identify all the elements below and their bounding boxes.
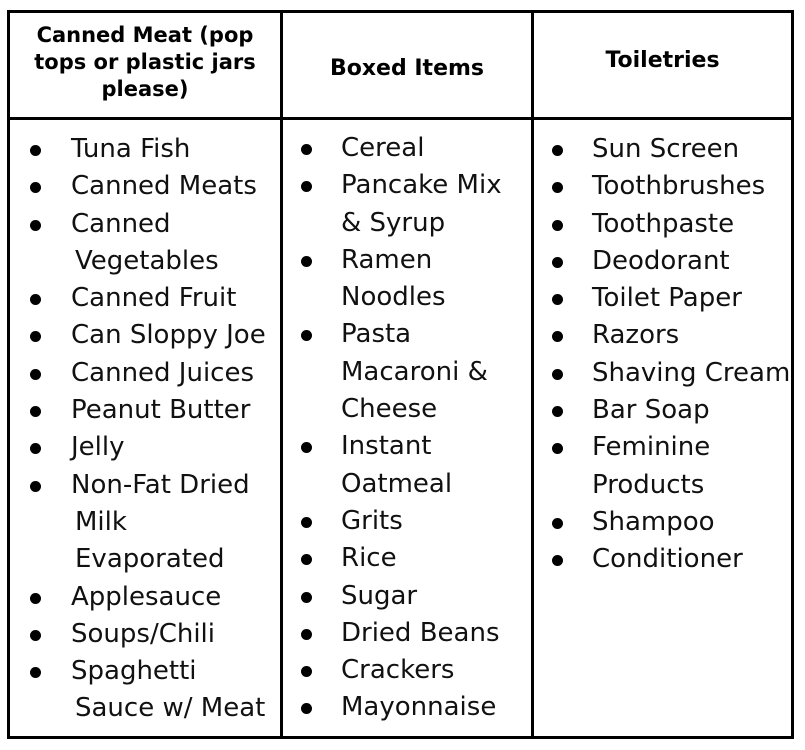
list-item xyxy=(30,616,266,653)
item-label-continued: Vegetables xyxy=(75,245,219,276)
header-toiletries-text: Toiletries xyxy=(605,47,720,73)
item-label: Canned Fruit xyxy=(71,283,237,314)
list-item xyxy=(552,504,790,541)
list-item xyxy=(552,429,790,504)
list-item xyxy=(552,243,790,280)
header-canned-meat-text: Canned Meat (pop tops or plastic jars please) xyxy=(34,22,256,101)
item-label: Shaving Cream xyxy=(592,357,791,388)
bullet-icon xyxy=(30,294,41,305)
bullet-icon xyxy=(30,630,41,641)
bullet-icon xyxy=(552,369,563,380)
bullet-icon xyxy=(301,442,312,453)
item-label: Ramen xyxy=(341,244,433,275)
list-item xyxy=(301,615,502,652)
toiletries-cell xyxy=(534,120,791,736)
bullet-icon xyxy=(552,145,563,156)
item-label-continued: Macaroni & xyxy=(341,356,488,387)
item-label: Jelly xyxy=(71,432,125,463)
item-label: Instant xyxy=(341,431,432,462)
bullet-icon xyxy=(552,257,563,268)
item-label: Mayonnaise xyxy=(341,692,497,723)
item-label: Pasta xyxy=(341,319,412,350)
list-item xyxy=(30,579,266,616)
item-label: Canned Juices xyxy=(71,357,255,388)
bullet-icon xyxy=(30,481,41,492)
item-label: Toothbrushes xyxy=(592,171,766,202)
item-label-continued: Cheese xyxy=(341,394,438,425)
item-label: Deodorant xyxy=(592,245,730,276)
item-label-continued: Sauce w/ Meat xyxy=(75,693,266,724)
bullet-icon xyxy=(301,629,312,640)
list-item xyxy=(552,131,790,168)
item-label: Grits xyxy=(341,505,403,536)
item-label: Shampoo xyxy=(592,506,715,537)
header-toiletries xyxy=(534,13,791,120)
list-item xyxy=(301,428,502,503)
list-item xyxy=(30,467,266,579)
list-item xyxy=(301,540,502,577)
bullet-icon xyxy=(301,256,312,267)
bullet-icon xyxy=(552,443,563,454)
list-item xyxy=(301,503,502,540)
list-item xyxy=(30,653,266,728)
list-item xyxy=(301,242,502,317)
bullet-icon xyxy=(30,369,41,380)
item-label-continued: Evaporated xyxy=(75,544,225,575)
bullet-icon xyxy=(301,181,312,192)
list-item xyxy=(30,392,266,429)
bullet-icon xyxy=(301,592,312,603)
bullet-icon xyxy=(552,294,563,305)
item-label: Cereal xyxy=(341,133,425,163)
list-item xyxy=(552,206,790,243)
list-item xyxy=(552,392,790,429)
bullet-icon xyxy=(30,145,41,156)
item-label: Canned Meats xyxy=(71,171,257,202)
donation-items-table xyxy=(7,10,794,739)
bullet-icon xyxy=(301,554,312,565)
list-item xyxy=(301,652,502,689)
item-label: Spaghetti xyxy=(71,656,197,687)
item-label: Pancake Mix xyxy=(341,170,502,201)
bullet-icon xyxy=(301,144,312,155)
list-item xyxy=(301,167,502,242)
item-label: Peanut Butter xyxy=(71,395,251,426)
item-label: Toothpaste xyxy=(592,208,735,239)
bullet-icon xyxy=(30,593,41,604)
item-label: Conditioner xyxy=(592,544,743,575)
header-boxed-items-text: Boxed Items xyxy=(329,55,485,81)
bullet-icon xyxy=(552,518,563,529)
bullet-icon xyxy=(30,406,41,417)
bullet-icon xyxy=(301,703,312,714)
boxed-items-list xyxy=(301,130,502,727)
item-label: Feminine xyxy=(592,432,711,463)
item-label: Rice xyxy=(341,543,397,574)
item-label: Bar Soap xyxy=(592,395,710,426)
item-label-continued: & Syrup xyxy=(341,207,446,238)
bullet-icon xyxy=(552,182,563,193)
bullet-icon xyxy=(552,406,563,417)
item-label: Razors xyxy=(592,320,680,351)
list-item xyxy=(30,429,266,466)
toiletries-list xyxy=(552,131,790,579)
item-label: Sun Screen xyxy=(592,134,740,164)
item-label: Soups/Chili xyxy=(71,618,216,649)
bullet-icon xyxy=(301,330,312,341)
list-item xyxy=(552,355,790,392)
list-item xyxy=(301,689,502,726)
item-label: Tuna Fish xyxy=(71,134,191,164)
list-item xyxy=(552,280,790,317)
list-item xyxy=(30,206,266,281)
list-item xyxy=(30,355,266,392)
bullet-icon xyxy=(30,331,41,342)
list-item xyxy=(30,280,266,317)
boxed-items-cell xyxy=(283,120,534,736)
item-label-continued: Noodles xyxy=(341,282,446,313)
header-boxed-items xyxy=(283,13,534,120)
bullet-icon xyxy=(30,182,41,193)
bullet-icon xyxy=(30,220,41,231)
item-label: Canned xyxy=(71,208,171,239)
bullet-icon xyxy=(30,667,41,678)
list-item xyxy=(301,316,502,428)
item-label: Crackers xyxy=(341,655,455,686)
item-label: Dried Beans xyxy=(341,617,500,648)
header-canned-meat xyxy=(10,13,283,120)
list-item xyxy=(552,541,790,578)
bullet-icon xyxy=(30,443,41,454)
bullet-icon xyxy=(552,331,563,342)
item-label: Non-Fat Dried xyxy=(71,469,250,500)
bullet-icon xyxy=(552,220,563,231)
canned-meat-cell xyxy=(10,120,283,736)
list-item xyxy=(30,168,266,205)
item-label: Can Sloppy Joe xyxy=(71,320,266,351)
item-label-continued: Oatmeal xyxy=(341,468,453,499)
list-item xyxy=(30,131,266,168)
item-label: Toilet Paper xyxy=(592,283,742,314)
bullet-icon xyxy=(552,555,563,566)
item-label: Sugar xyxy=(341,580,418,611)
list-item xyxy=(301,130,502,167)
list-item xyxy=(552,317,790,354)
item-label-continued: Products xyxy=(592,469,705,500)
item-label: Applesauce xyxy=(71,581,222,612)
list-item xyxy=(30,317,266,354)
bullet-icon xyxy=(301,517,312,528)
list-item xyxy=(301,578,502,615)
item-label-continued: Milk xyxy=(75,506,127,537)
canned-meat-list xyxy=(30,131,266,728)
bullet-icon xyxy=(301,666,312,677)
list-item xyxy=(552,168,790,205)
